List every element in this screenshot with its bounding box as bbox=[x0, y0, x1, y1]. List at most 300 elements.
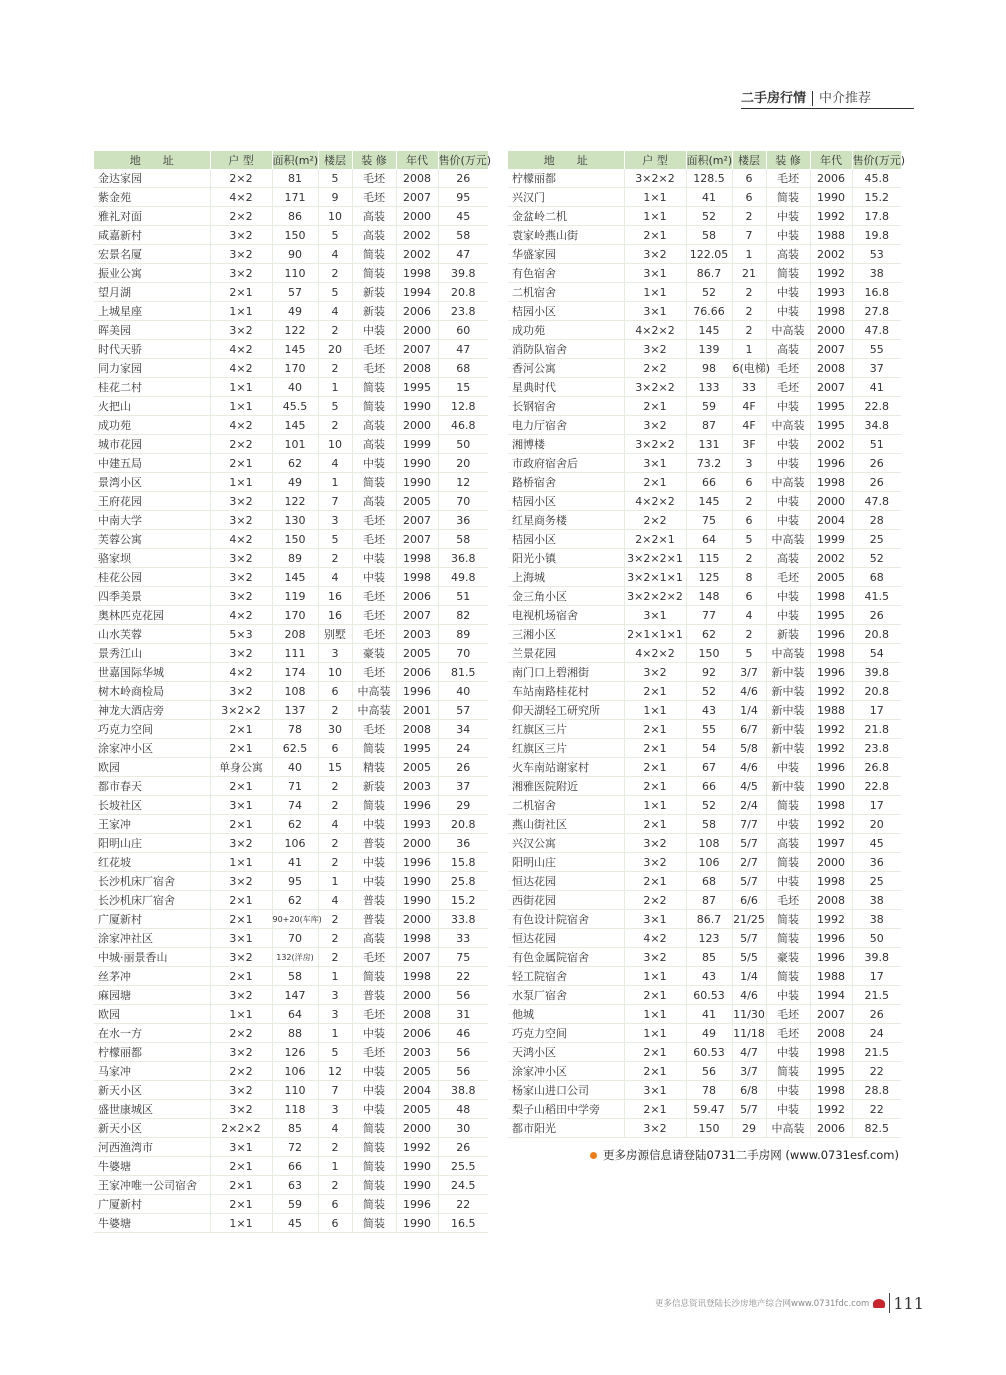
cell-year: 1998 bbox=[810, 302, 852, 321]
cell-floor: 2 bbox=[318, 777, 352, 796]
cell-price: 70 bbox=[438, 644, 488, 663]
cell-address: 四季美景 bbox=[94, 587, 210, 606]
cell-floor: 1 bbox=[318, 473, 352, 492]
cell-year: 1996 bbox=[810, 758, 852, 777]
cell-floor: 2/7 bbox=[732, 853, 766, 872]
cell-layout: 2×1 bbox=[210, 1195, 272, 1214]
cell-layout: 3×2 bbox=[210, 1043, 272, 1062]
cell-decoration: 中装 bbox=[766, 511, 810, 530]
table-row bbox=[508, 986, 901, 1005]
cell-floor: 2 bbox=[318, 853, 352, 872]
cell-floor: 2 bbox=[318, 796, 352, 815]
table-row bbox=[94, 815, 488, 834]
cell-decoration: 中高装 bbox=[766, 321, 810, 340]
cell-area: 133 bbox=[686, 378, 732, 397]
cell-year: 2005 bbox=[396, 1100, 438, 1119]
cell-price: 15 bbox=[438, 378, 488, 397]
cell-price: 50 bbox=[852, 929, 901, 948]
cell-year: 2008 bbox=[810, 359, 852, 378]
cell-year: 1995 bbox=[396, 378, 438, 397]
cell-address: 城市花园 bbox=[94, 435, 210, 454]
cell-area: 174 bbox=[272, 663, 318, 682]
cell-layout: 2×1 bbox=[210, 1157, 272, 1176]
cell-floor: 2 bbox=[318, 264, 352, 283]
listing-table-right bbox=[508, 151, 906, 1138]
cell-year: 1990 bbox=[396, 1176, 438, 1195]
table-row bbox=[94, 758, 488, 777]
table-row bbox=[94, 378, 488, 397]
cell-year: 1992 bbox=[810, 910, 852, 929]
cell-area: 55 bbox=[686, 720, 732, 739]
cell-address: 王府花园 bbox=[94, 492, 210, 511]
cell-floor: 30 bbox=[318, 720, 352, 739]
cell-area: 58 bbox=[686, 226, 732, 245]
table-row bbox=[94, 1024, 488, 1043]
table-row bbox=[508, 188, 901, 207]
cell-price: 29 bbox=[438, 796, 488, 815]
cell-address: 车站南路桂花村 bbox=[508, 682, 624, 701]
cell-price: 17.8 bbox=[852, 207, 901, 226]
cell-area: 41 bbox=[686, 188, 732, 207]
cell-price: 38 bbox=[852, 264, 901, 283]
cell-area: 60.53 bbox=[686, 986, 732, 1005]
cell-floor: 29 bbox=[732, 1119, 766, 1138]
cell-year: 1998 bbox=[810, 796, 852, 815]
cell-area: 78 bbox=[686, 1081, 732, 1100]
cell-decoration: 毛坯 bbox=[352, 530, 396, 549]
cell-address: 涂家冲小区 bbox=[508, 1062, 624, 1081]
cell-layout: 2×2×1 bbox=[624, 530, 686, 549]
cell-layout: 3×2 bbox=[210, 644, 272, 663]
col-year: 年代 bbox=[396, 151, 438, 169]
table-row bbox=[508, 568, 901, 587]
cell-area: 52 bbox=[686, 207, 732, 226]
cell-decoration: 高装 bbox=[352, 929, 396, 948]
table-row bbox=[94, 587, 488, 606]
cell-year: 2008 bbox=[396, 359, 438, 378]
table-row bbox=[508, 834, 901, 853]
cell-address: 新天小区 bbox=[94, 1081, 210, 1100]
cell-decoration: 简装 bbox=[352, 245, 396, 264]
cell-floor: 11/18 bbox=[732, 1024, 766, 1043]
cell-address: 电视机场宿舍 bbox=[508, 606, 624, 625]
cell-year: 1998 bbox=[810, 644, 852, 663]
cell-year: 2000 bbox=[396, 986, 438, 1005]
cell-year: 2005 bbox=[810, 568, 852, 587]
cell-decoration: 简装 bbox=[352, 1214, 396, 1233]
cell-layout: 1×1 bbox=[624, 967, 686, 986]
cell-area: 41 bbox=[686, 1005, 732, 1024]
cell-decoration: 中高装 bbox=[766, 530, 810, 549]
cell-decoration: 毛坯 bbox=[352, 359, 396, 378]
cell-area: 208 bbox=[272, 625, 318, 644]
cell-year: 1996 bbox=[396, 682, 438, 701]
cell-year: 2003 bbox=[396, 777, 438, 796]
cell-address: 广厦新村 bbox=[94, 910, 210, 929]
table-row bbox=[508, 587, 901, 606]
cell-year: 2000 bbox=[396, 416, 438, 435]
cell-price: 70 bbox=[438, 492, 488, 511]
cell-price: 56 bbox=[438, 1043, 488, 1062]
table-row bbox=[508, 967, 901, 986]
cell-floor: 5 bbox=[732, 530, 766, 549]
cell-layout: 3×1 bbox=[624, 606, 686, 625]
col-price: 售价(万元) bbox=[438, 151, 488, 169]
cell-price: 50 bbox=[438, 435, 488, 454]
cell-year: 2002 bbox=[810, 245, 852, 264]
cell-year: 1996 bbox=[810, 663, 852, 682]
cell-layout: 2×2 bbox=[210, 207, 272, 226]
cell-price: 21.8 bbox=[852, 720, 901, 739]
table-row bbox=[508, 416, 901, 435]
cell-floor: 4 bbox=[318, 245, 352, 264]
footer-text[interactable]: 更多信息资讯登陆长沙房地产综合网www.0731fdc.com bbox=[655, 1299, 870, 1309]
cell-year: 2008 bbox=[396, 169, 438, 188]
cell-decoration: 中装 bbox=[352, 1100, 396, 1119]
cell-price: 81.5 bbox=[438, 663, 488, 682]
cell-address: 涂家冲小区 bbox=[94, 739, 210, 758]
cell-address: 桔园小区 bbox=[508, 302, 624, 321]
cell-year: 2000 bbox=[396, 834, 438, 853]
cell-price: 28 bbox=[852, 511, 901, 530]
cell-floor: 5/7 bbox=[732, 834, 766, 853]
table-row bbox=[508, 264, 901, 283]
cell-floor: 6/7 bbox=[732, 720, 766, 739]
table-row bbox=[94, 530, 488, 549]
table-row bbox=[508, 492, 901, 511]
cell-decoration: 中装 bbox=[766, 1043, 810, 1062]
cell-floor: 9 bbox=[318, 188, 352, 207]
cell-floor: 6 bbox=[318, 1195, 352, 1214]
cell-address: 有色金属院宿舍 bbox=[508, 948, 624, 967]
cell-decoration: 豪装 bbox=[766, 948, 810, 967]
cell-price: 82.5 bbox=[852, 1119, 901, 1138]
table-row bbox=[94, 701, 488, 720]
cell-address: 桂花二村 bbox=[94, 378, 210, 397]
cell-layout: 4×2 bbox=[210, 188, 272, 207]
cell-year: 2007 bbox=[396, 340, 438, 359]
cell-address: 咸嘉新村 bbox=[94, 226, 210, 245]
cell-price: 75 bbox=[438, 948, 488, 967]
cell-floor: 别墅 bbox=[318, 625, 352, 644]
col-floor: 楼层 bbox=[318, 151, 352, 169]
cell-year: 1993 bbox=[810, 283, 852, 302]
cell-floor: 5/8 bbox=[732, 739, 766, 758]
cell-area: 88 bbox=[272, 1024, 318, 1043]
table-row bbox=[508, 1043, 901, 1062]
table-row bbox=[94, 207, 488, 226]
cell-layout: 4×2 bbox=[210, 340, 272, 359]
cell-year: 2002 bbox=[396, 226, 438, 245]
cell-area: 145 bbox=[272, 416, 318, 435]
cell-decoration: 高装 bbox=[766, 834, 810, 853]
table-row bbox=[508, 302, 901, 321]
cell-layout: 4×2 bbox=[210, 416, 272, 435]
cell-layout: 3×2 bbox=[624, 663, 686, 682]
cell-year: 1990 bbox=[396, 891, 438, 910]
cell-year: 1990 bbox=[396, 454, 438, 473]
cell-decoration: 普装 bbox=[352, 910, 396, 929]
cell-address: 成功苑 bbox=[94, 416, 210, 435]
cell-address: 广厦新村 bbox=[94, 1195, 210, 1214]
cell-layout: 3×2 bbox=[210, 568, 272, 587]
cell-price: 26.8 bbox=[852, 758, 901, 777]
cell-address: 宏景名厦 bbox=[94, 245, 210, 264]
cell-floor: 1 bbox=[318, 967, 352, 986]
cell-price: 39.8 bbox=[852, 948, 901, 967]
cell-layout: 2×2 bbox=[624, 891, 686, 910]
table-row bbox=[508, 226, 901, 245]
cell-year: 2004 bbox=[396, 1081, 438, 1100]
cell-area: 125 bbox=[686, 568, 732, 587]
cell-floor: 3 bbox=[732, 454, 766, 473]
cell-address: 同力家园 bbox=[94, 359, 210, 378]
cell-address: 红星商务楼 bbox=[508, 511, 624, 530]
cell-price: 25 bbox=[852, 872, 901, 891]
cell-area: 111 bbox=[272, 644, 318, 663]
cell-price: 22.8 bbox=[852, 397, 901, 416]
cell-price: 19.8 bbox=[852, 226, 901, 245]
cell-price: 22 bbox=[852, 1100, 901, 1119]
listing-table-left bbox=[94, 151, 492, 1233]
cell-price: 33 bbox=[438, 929, 488, 948]
cell-year: 1995 bbox=[810, 1062, 852, 1081]
cell-price: 26 bbox=[852, 454, 901, 473]
cell-area: 106 bbox=[686, 853, 732, 872]
cell-area: 76.66 bbox=[686, 302, 732, 321]
cell-layout: 2×1 bbox=[210, 815, 272, 834]
cell-floor: 5 bbox=[318, 397, 352, 416]
cell-floor: 6 bbox=[732, 169, 766, 188]
cell-decoration: 中装 bbox=[352, 1024, 396, 1043]
cell-price: 15.2 bbox=[852, 188, 901, 207]
cell-decoration: 简装 bbox=[352, 1138, 396, 1157]
cell-floor: 3 bbox=[318, 511, 352, 530]
cell-decoration: 简装 bbox=[352, 739, 396, 758]
cell-area: 170 bbox=[272, 606, 318, 625]
cell-address: 金盆岭二机 bbox=[508, 207, 624, 226]
cell-floor: 5/7 bbox=[732, 1100, 766, 1119]
cell-floor: 2 bbox=[732, 549, 766, 568]
cell-decoration: 简装 bbox=[352, 473, 396, 492]
table-row bbox=[94, 1214, 488, 1233]
cell-floor: 21 bbox=[732, 264, 766, 283]
table-row bbox=[94, 473, 488, 492]
cell-layout: 3×2 bbox=[624, 416, 686, 435]
table-header-row bbox=[508, 151, 901, 169]
cell-floor: 6 bbox=[732, 511, 766, 530]
cell-year: 1990 bbox=[396, 1157, 438, 1176]
table-row bbox=[508, 454, 901, 473]
table-row bbox=[508, 245, 901, 264]
cell-floor: 1 bbox=[318, 1157, 352, 1176]
cell-address: 香河公寓 bbox=[508, 359, 624, 378]
cell-area: 150 bbox=[272, 226, 318, 245]
cell-area: 106 bbox=[272, 1062, 318, 1081]
cell-price: 46.8 bbox=[438, 416, 488, 435]
cell-area: 63 bbox=[272, 1176, 318, 1195]
cell-area: 128.5 bbox=[686, 169, 732, 188]
cell-layout: 1×1 bbox=[624, 1024, 686, 1043]
table-row bbox=[508, 929, 901, 948]
cell-address: 树木岭商检局 bbox=[94, 682, 210, 701]
cell-year: 2003 bbox=[396, 625, 438, 644]
cell-floor: 2 bbox=[732, 625, 766, 644]
cell-area: 72 bbox=[272, 1138, 318, 1157]
cell-area: 59.47 bbox=[686, 1100, 732, 1119]
cell-layout: 2×1 bbox=[624, 758, 686, 777]
cell-address: 西街花园 bbox=[508, 891, 624, 910]
cell-layout: 单身公寓 bbox=[210, 758, 272, 777]
cell-decoration: 中装 bbox=[766, 302, 810, 321]
cell-area: 171 bbox=[272, 188, 318, 207]
table-row bbox=[508, 473, 901, 492]
cell-layout: 2×2 bbox=[210, 435, 272, 454]
cell-price: 23.8 bbox=[438, 302, 488, 321]
cell-address: 望月湖 bbox=[94, 283, 210, 302]
cell-layout: 2×1 bbox=[624, 682, 686, 701]
table-row bbox=[508, 511, 901, 530]
cell-price: 36 bbox=[852, 853, 901, 872]
cell-address: 恒达花园 bbox=[508, 929, 624, 948]
cell-floor: 16 bbox=[318, 587, 352, 606]
cell-year: 1998 bbox=[396, 929, 438, 948]
cell-price: 26 bbox=[438, 758, 488, 777]
cell-area: 62.5 bbox=[272, 739, 318, 758]
cell-decoration: 中装 bbox=[766, 397, 810, 416]
table-row bbox=[508, 815, 901, 834]
cell-year: 1990 bbox=[396, 397, 438, 416]
cell-address: 涂家冲社区 bbox=[94, 929, 210, 948]
cell-year: 1998 bbox=[396, 967, 438, 986]
cell-layout: 2×1 bbox=[624, 1043, 686, 1062]
cell-address: 杨家山进口公司 bbox=[508, 1081, 624, 1100]
cell-decoration: 中装 bbox=[766, 283, 810, 302]
cell-price: 22 bbox=[852, 1062, 901, 1081]
cell-layout: 4×2 bbox=[624, 929, 686, 948]
cell-year: 1994 bbox=[396, 283, 438, 302]
table-row bbox=[94, 568, 488, 587]
cell-floor: 4/7 bbox=[732, 1043, 766, 1062]
promo-text[interactable]: 更多房源信息请登陆0731二手房网 (www.0731esf.com) bbox=[603, 1148, 899, 1162]
cell-layout: 4×2 bbox=[210, 530, 272, 549]
cell-address: 袁家岭燕山街 bbox=[508, 226, 624, 245]
cell-layout: 2×1×1×1 bbox=[624, 625, 686, 644]
cell-decoration: 毛坯 bbox=[352, 1005, 396, 1024]
cell-price: 24.5 bbox=[438, 1176, 488, 1195]
cell-decoration: 毛坯 bbox=[766, 891, 810, 910]
cell-price: 37 bbox=[852, 359, 901, 378]
cell-layout: 2×1 bbox=[210, 777, 272, 796]
table-row bbox=[94, 986, 488, 1005]
cell-floor: 2 bbox=[318, 321, 352, 340]
cell-year: 1995 bbox=[810, 397, 852, 416]
cell-decoration: 中装 bbox=[766, 492, 810, 511]
cell-address: 市政府宿舍后 bbox=[508, 454, 624, 473]
cell-year: 1992 bbox=[810, 682, 852, 701]
cell-year: 1988 bbox=[810, 226, 852, 245]
cell-price: 26 bbox=[852, 1005, 901, 1024]
cell-area: 62 bbox=[686, 625, 732, 644]
cell-year: 2006 bbox=[396, 1024, 438, 1043]
cell-year: 2007 bbox=[396, 511, 438, 530]
table-row bbox=[94, 967, 488, 986]
cell-year: 2002 bbox=[810, 549, 852, 568]
table-row bbox=[508, 207, 901, 226]
cell-price: 26 bbox=[438, 169, 488, 188]
cell-area: 59 bbox=[272, 1195, 318, 1214]
cell-decoration: 中装 bbox=[766, 815, 810, 834]
cell-area: 86.7 bbox=[686, 910, 732, 929]
cell-year: 1998 bbox=[810, 1081, 852, 1100]
cell-price: 15.8 bbox=[438, 853, 488, 872]
cell-price: 38 bbox=[852, 910, 901, 929]
cell-year: 1992 bbox=[810, 720, 852, 739]
table-row bbox=[94, 1176, 488, 1195]
cell-price: 30 bbox=[438, 1119, 488, 1138]
cell-decoration: 中高装 bbox=[766, 416, 810, 435]
table-row bbox=[94, 1157, 488, 1176]
cell-address: 欧园 bbox=[94, 758, 210, 777]
table-row bbox=[508, 1119, 901, 1138]
cell-year: 2000 bbox=[810, 321, 852, 340]
cell-layout: 2×1 bbox=[624, 1062, 686, 1081]
table-row bbox=[508, 340, 901, 359]
cell-year: 1998 bbox=[396, 568, 438, 587]
table-row bbox=[94, 264, 488, 283]
cell-year: 1998 bbox=[810, 587, 852, 606]
cell-address: 梨子山稻田中学旁 bbox=[508, 1100, 624, 1119]
cell-floor: 11/30 bbox=[732, 1005, 766, 1024]
cell-decoration: 中装 bbox=[766, 435, 810, 454]
cell-year: 1998 bbox=[810, 473, 852, 492]
cell-layout: 3×1 bbox=[624, 302, 686, 321]
cell-address: 王家冲 bbox=[94, 815, 210, 834]
cell-area: 147 bbox=[272, 986, 318, 1005]
cell-area: 49 bbox=[686, 1024, 732, 1043]
cell-price: 25.8 bbox=[438, 872, 488, 891]
cell-address: 世嘉国际华城 bbox=[94, 663, 210, 682]
cell-decoration: 毛坯 bbox=[352, 606, 396, 625]
cell-layout: 2×1 bbox=[210, 454, 272, 473]
cell-area: 137 bbox=[272, 701, 318, 720]
cell-floor: 16 bbox=[318, 606, 352, 625]
cell-layout: 4×2 bbox=[210, 359, 272, 378]
cell-decoration: 高装 bbox=[352, 416, 396, 435]
cell-layout: 2×2×2 bbox=[210, 1119, 272, 1138]
table-row bbox=[94, 1138, 488, 1157]
section-subcategory: 中介推荐 bbox=[819, 91, 872, 106]
cell-area: 122 bbox=[272, 321, 318, 340]
cell-year: 2006 bbox=[396, 663, 438, 682]
cell-price: 51 bbox=[438, 587, 488, 606]
cell-floor: 2/4 bbox=[732, 796, 766, 815]
cell-floor: 4F bbox=[732, 397, 766, 416]
cell-year: 1992 bbox=[810, 739, 852, 758]
cell-decoration: 中装 bbox=[352, 454, 396, 473]
cell-address: 兴汉公寓 bbox=[508, 834, 624, 853]
cell-floor: 4/6 bbox=[732, 986, 766, 1005]
cell-area: 145 bbox=[272, 568, 318, 587]
cell-layout: 3×2 bbox=[624, 245, 686, 264]
cell-layout: 2×1 bbox=[210, 739, 272, 758]
table-row bbox=[94, 397, 488, 416]
cell-floor: 3 bbox=[318, 1005, 352, 1024]
cell-layout: 1×1 bbox=[210, 1214, 272, 1233]
cell-area: 95 bbox=[272, 872, 318, 891]
cell-area: 54 bbox=[686, 739, 732, 758]
cell-area: 86 bbox=[272, 207, 318, 226]
